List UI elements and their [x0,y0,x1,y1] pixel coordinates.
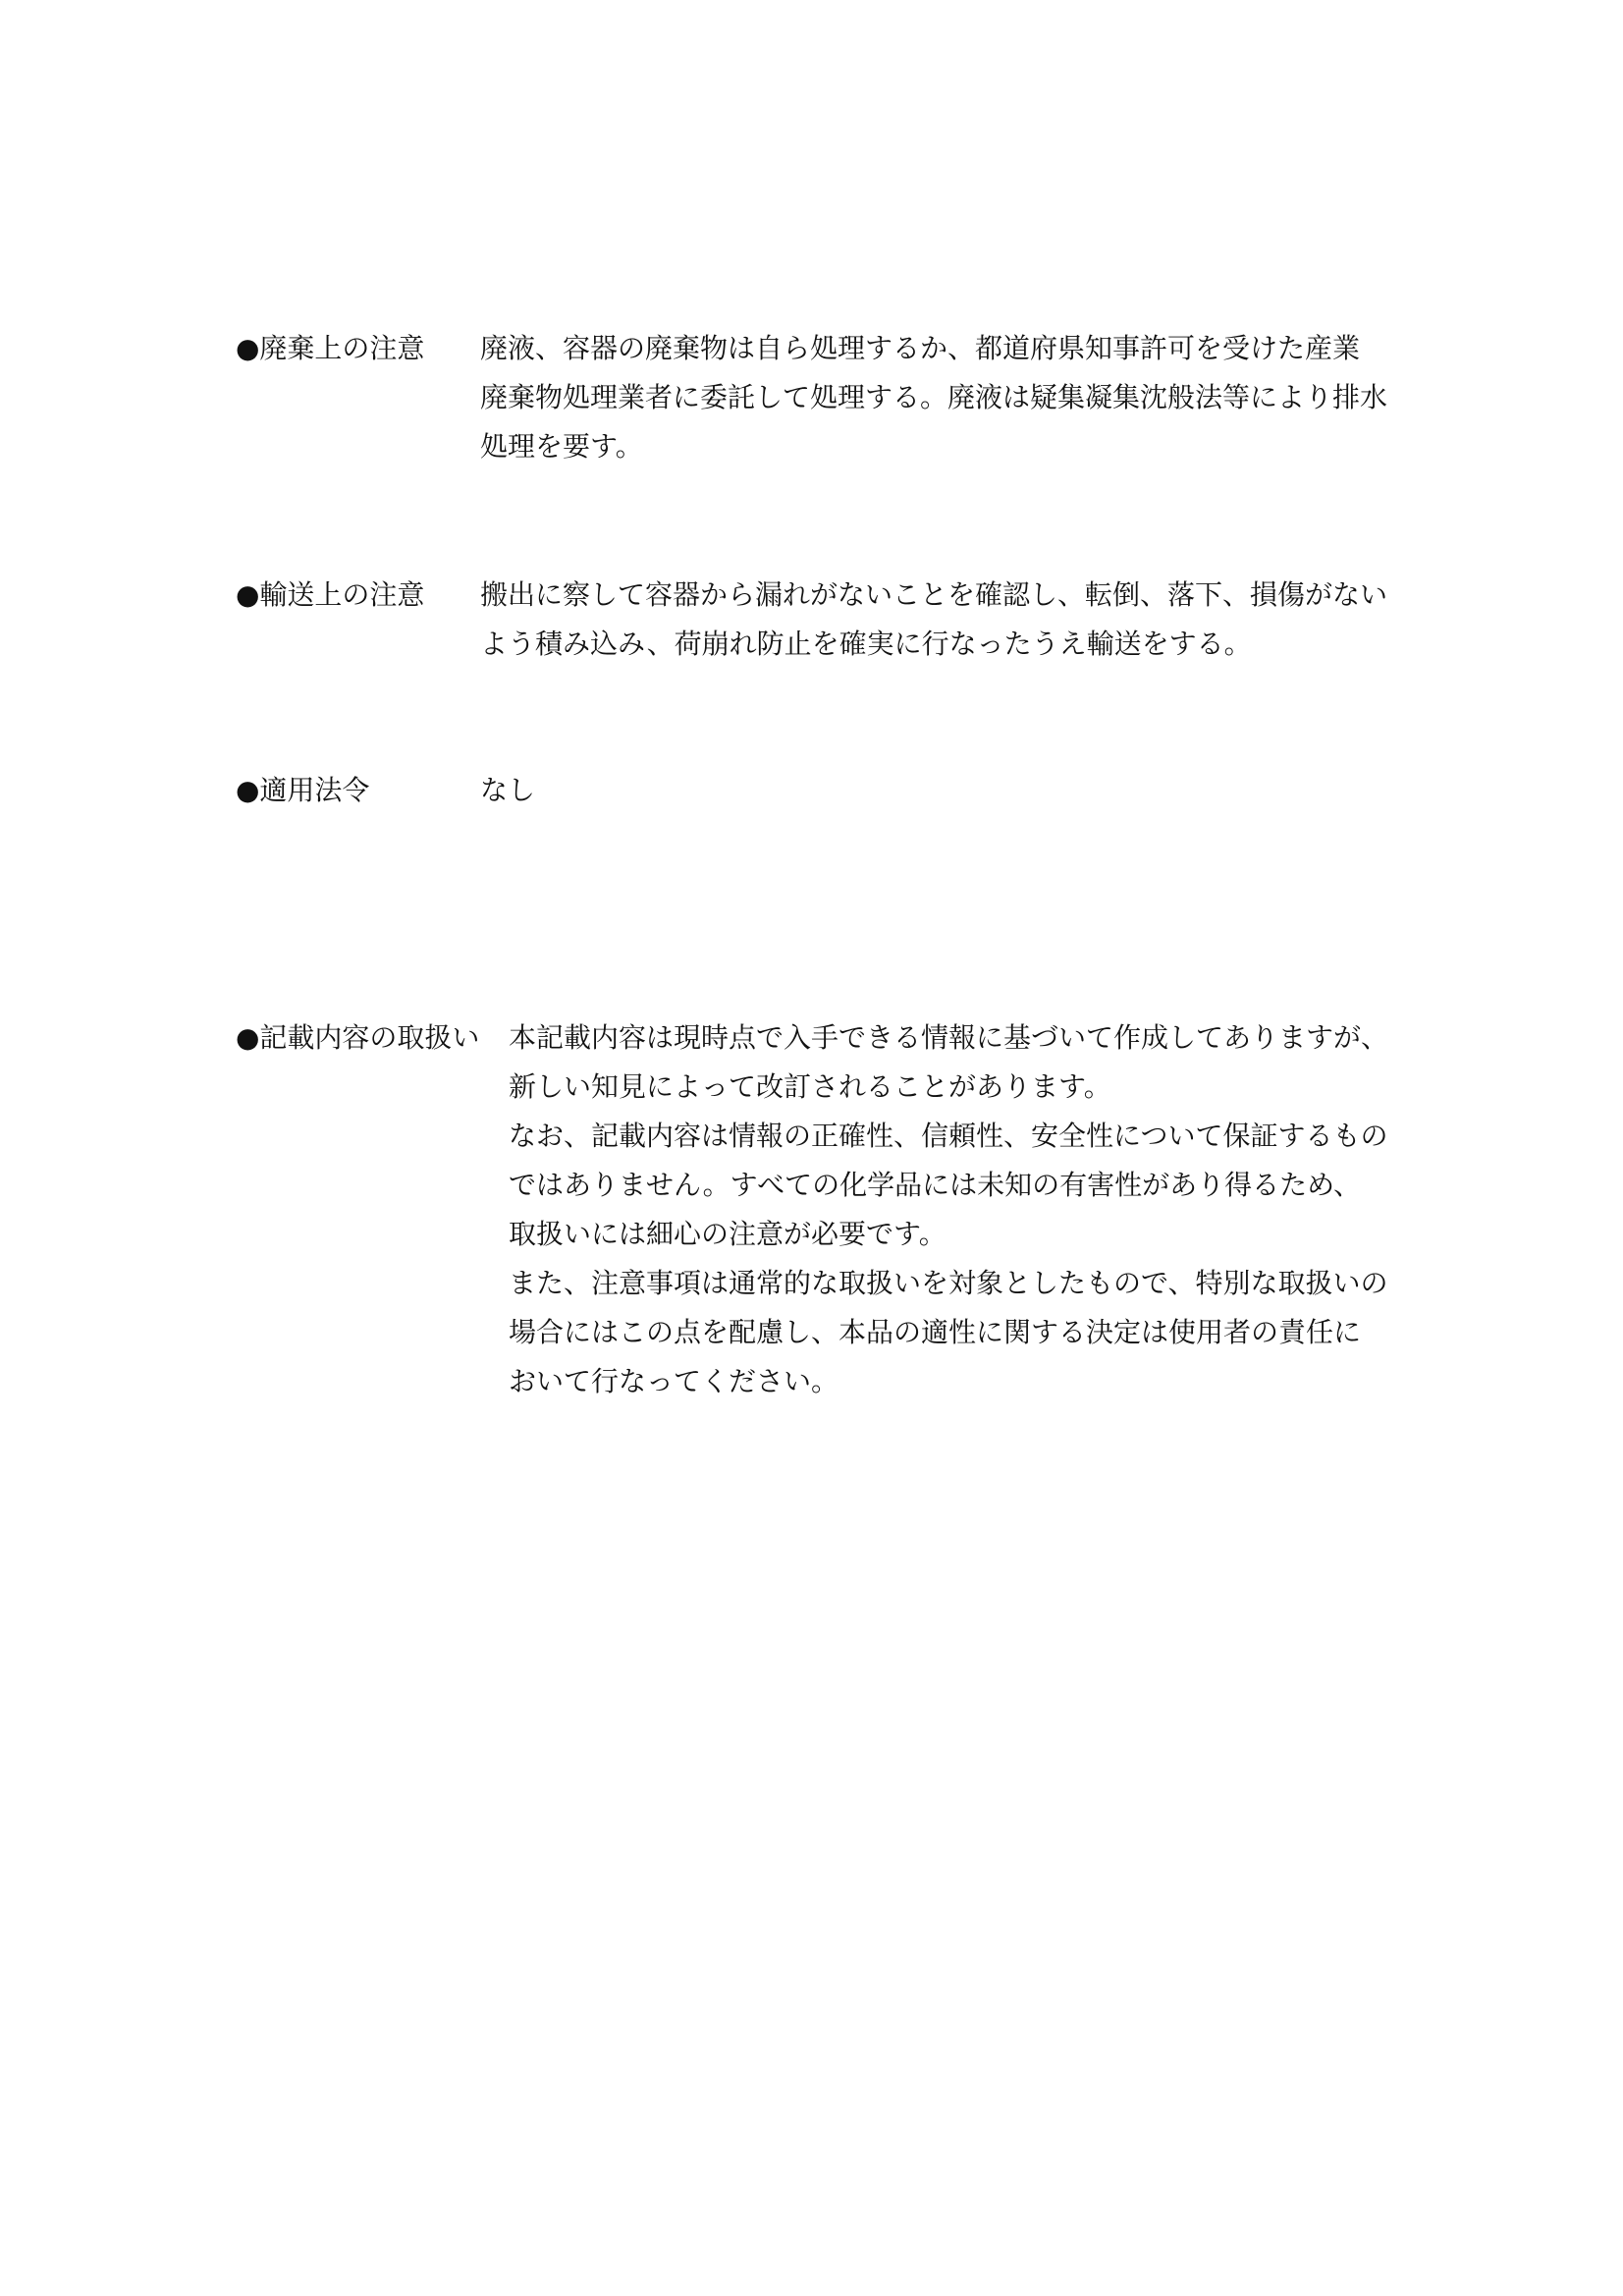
section-label-transport: ●輸送上の注意 [236,578,425,611]
body-line: 新しい知見によって改訂されることがあります。 [509,1070,1111,1103]
section-body-handling [509,1013,1388,1406]
section-label-regulations: ●適用法令 [236,774,370,806]
body-line: 本記載内容は現時点で入手できる情報に基づいて作成してありますが、 [509,1021,1389,1054]
body-line: 搬出に察して容器から漏れがないことを確認し、転倒、落下、損傷がない [480,578,1388,611]
body-line: なし [480,774,536,806]
section-body-disposal [480,324,1387,471]
body-line: おいて行なってください。 [509,1365,839,1397]
section-body-transport [480,571,1387,669]
body-line: 廃棄物処理業者に委託して処理する。廃液は疑集凝集沈般法等により排水 [480,381,1388,413]
body-line: 処理を要す。 [480,430,643,463]
body-line: ではありません。すべての化学品には未知の有害性があり得るため、 [509,1169,1362,1201]
body-line: 場合にはこの点を配慮し、本品の適性に関する決定は使用者の責任に [509,1316,1362,1348]
body-line: また、注意事項は通常的な取扱いを対象としたもので、特別な取扱いの [509,1267,1388,1299]
body-line: 廃液、容器の廃棄物は自ら処理するか、都道府県知事許可を受けた産業 [480,332,1361,364]
body-line: なお、記載内容は情報の正確性、信頼性、安全性について保証するもの [509,1120,1388,1152]
section-body-regulations [480,766,535,815]
body-line: よう積み込み、荷崩れ防止を確実に行なったうえ輸送をする。 [480,628,1252,660]
body-line: 取扱いには細心の注意が必要です。 [509,1218,947,1250]
section-label-disposal: ●廃棄上の注意 [236,332,425,364]
section-label-handling: ●記載内容の取扱い [236,1021,480,1054]
